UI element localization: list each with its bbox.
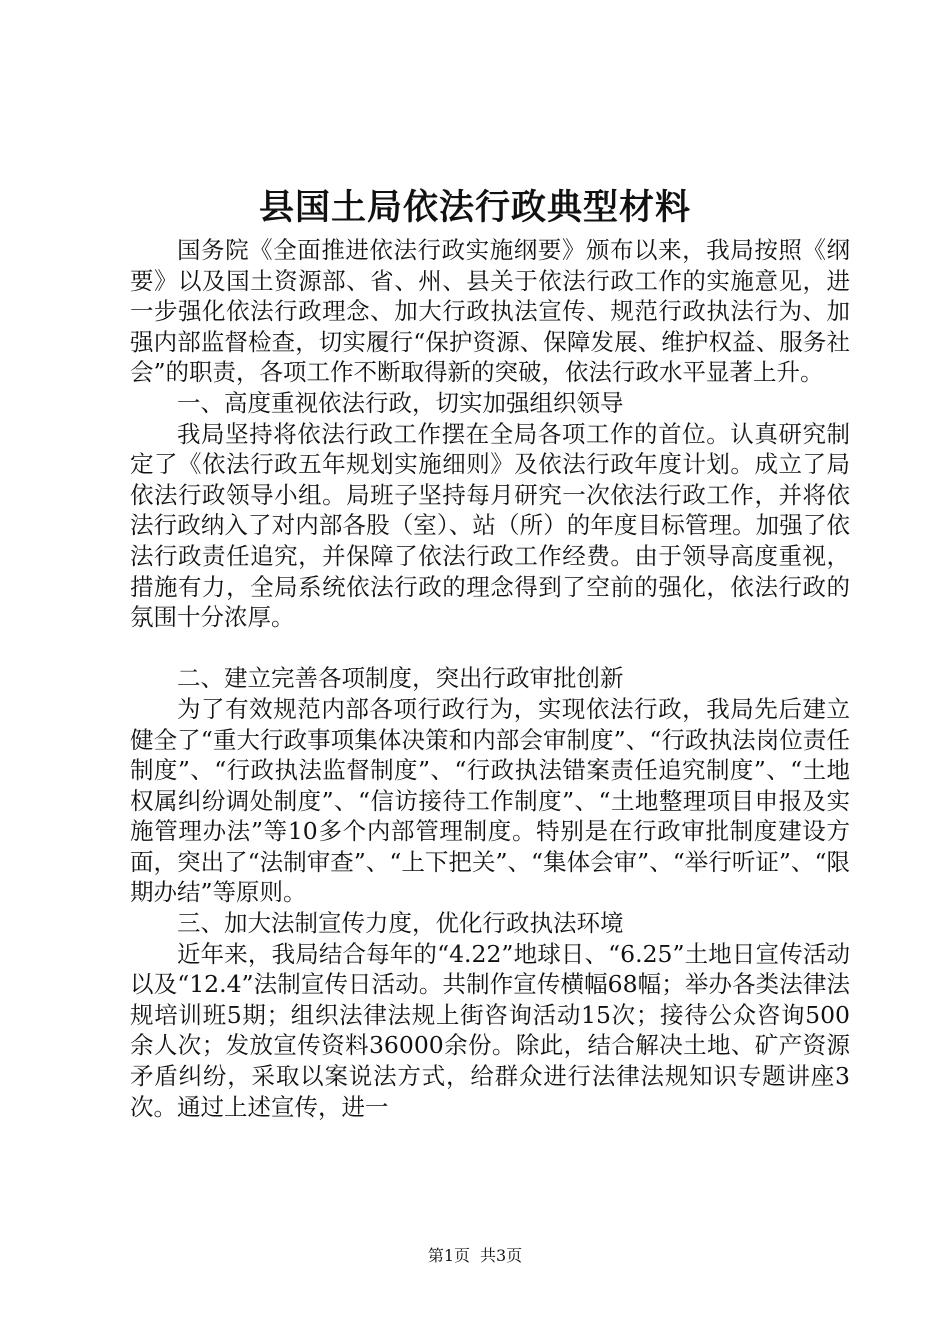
page-number: 第1页 [427,1246,470,1265]
document-title: 县国土局依法行政典型材料 [258,187,691,228]
section-heading-2: 二、建立完善各项制度，突出行政审批创新 [177,664,624,693]
intro-paragraph: 国务院《全面推进依法行政实施纲要》颁布以来，我局按照《纲要》以及国土资源部、省、州、县关于依法行政工作的实施意见，进一步强化依法行政理念、加大行政执法宣传、规范行政执法行为、加强内部监督检查，切实履行“保护资源、保障发展、维护权益、服务社会”的职责，各项工作不断取得新的突破，依法行政水平显著上升。 [130,236,850,387]
section-1-paragraph: 我局坚持将依法行政工作摆在全局各项工作的首位。认真研究制定了《依法行政五年规划实施细则》及依法行政年度计划。成立了局依法行政领导小组。局班子坚持每月研究一次依法行政工作，并将依法行政纳入了对内部各股（室）、站（所）的年度目标管理。加强了依法行政责任追究，并保障了依法行政工作经费。由于领导高度重视，措施有力，全局系统依法行政的理念得到了空前的强化，依法行政的氛围十分浓厚。 [130,419,850,632]
document-body [130,235,850,1122]
section-heading-3: 三、加大法制宣传力度，优化行政执法环境 [177,909,624,938]
section-2-paragraph: 为了有效规范内部各项行政行为，实现依法行政，我局先后建立健全了“重大行政事项集体决策和内部会审制度”、“行政执法岗位责任制度”、“行政执法监督制度”、“行政执法错案责任追究制度”、“土地权属纠纷调处制度”、“信访接待工作制度”、“土地整理项目申报及实施管理办法”等10多个内部管理制度。特别是在行政审批制度建设方面，突出了“法制审查”、“上下把关”、“集体会审”、“举行听证”、“限期办结”等原则。 [130,694,850,907]
section-heading-1: 一、高度重视依法行政，切实加强组织领导 [177,388,624,417]
blank-line [130,633,850,664]
page-footer [0,1244,950,1268]
section-3-paragraph: 近年来，我局结合每年的“4.22”地球日、“6.25”土地日宣传活动以及“12.4”法制宣传日活动。共制作宣传横幅68幅；举办各类法律法规培训班5期；组织法律法规上街咨询活动15次；接待公众咨询500余人次；发放宣传资料36000余份。除此，结合解决土地、矿产资源矛盾纠纷，采取以案说法方式，给群众进行法律法规知识专题讲座3次。通过上述宣传，进一 [130,939,850,1121]
page-total: 共3页 [480,1246,523,1265]
